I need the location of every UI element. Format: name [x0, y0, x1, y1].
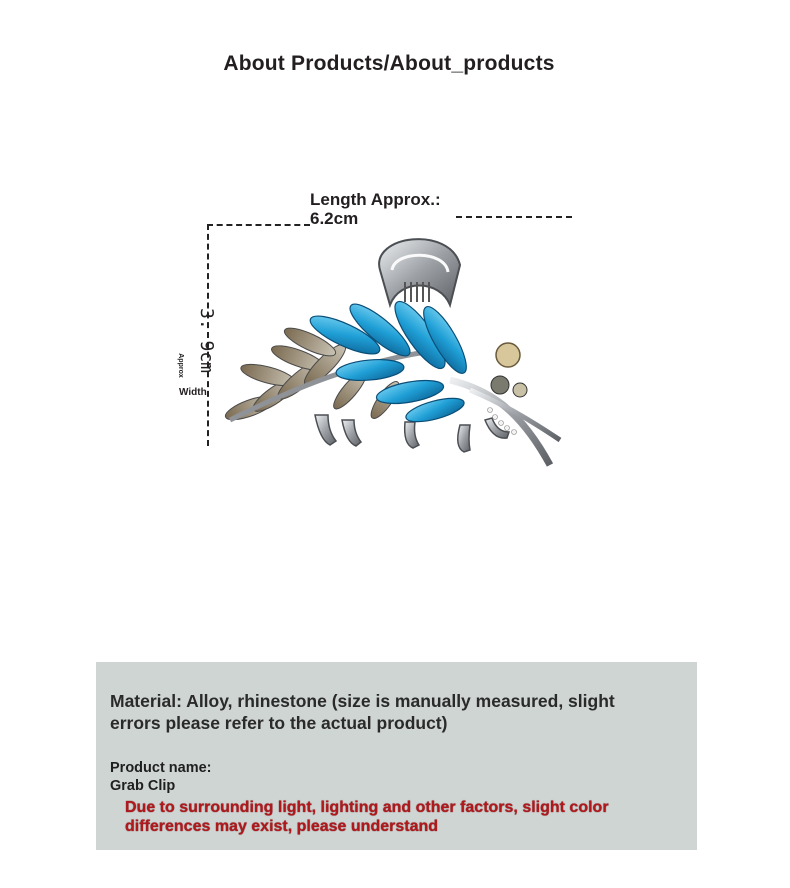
width-word: Width — [179, 387, 207, 398]
width-approx: Approx — [176, 353, 184, 378]
material-text: Material: Alloy, rhinestone (size is manually measured, slight errors please refer to the actual product) — [110, 691, 615, 733]
hair-clip-product-image — [220, 230, 580, 475]
length-dash-right — [456, 216, 572, 218]
product-name-value: Grab Clip — [110, 778, 176, 794]
length-dash-left — [207, 224, 310, 226]
product-name-label: Product name: — [110, 760, 212, 776]
length-value: 6.2cm — [310, 209, 359, 228]
color-difference-note: Due to surrounding light, lighting and other factors, slight color differences may exist, please understand — [125, 799, 609, 835]
info-box — [96, 662, 697, 850]
page-title: About Products/About_products — [223, 52, 555, 75]
length-label — [310, 190, 441, 228]
width-value: 3. 9cm — [196, 307, 218, 374]
length-label-text: Length Approx.: — [310, 190, 441, 209]
